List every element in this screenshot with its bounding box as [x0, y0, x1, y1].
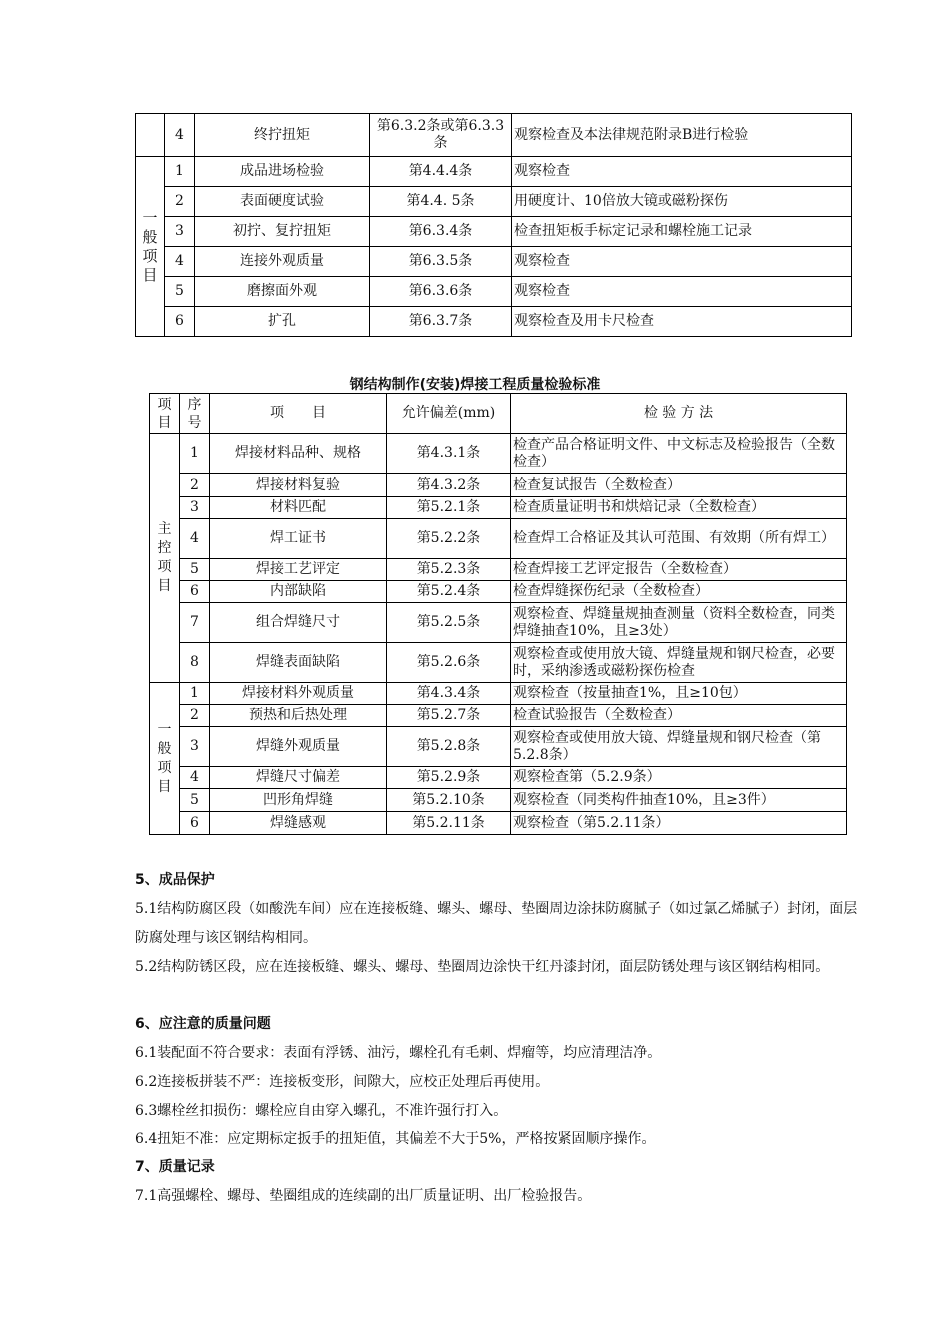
bolt-inspection-table	[135, 113, 852, 337]
group-char: 项	[157, 759, 172, 776]
table-row	[150, 643, 847, 683]
reference: 第4.4.4条	[370, 157, 512, 187]
welding-table-title: 钢结构制作(安装)焊接工程质量检验标准	[349, 377, 601, 393]
row-number: 4	[180, 767, 210, 789]
item-name: 焊接材料品种、规格	[210, 434, 387, 474]
section-6-2-paragraph: 6.2连接板拼装不严：连接板变形，间隙大，应校正处理后再使用。	[135, 1074, 550, 1090]
row-number: 4	[165, 247, 195, 277]
group-char: 般	[157, 740, 172, 757]
table-row	[150, 789, 847, 812]
row-number: 6	[180, 812, 210, 835]
item-name: 焊接材料复验	[210, 474, 387, 497]
method: 观察检查	[512, 157, 852, 187]
table-row	[150, 497, 847, 519]
method: 观察检查	[512, 247, 852, 277]
method: 观察检查、焊缝量规抽查测量（资料全数检查，同类焊缝抽查10%，且≥3处）	[511, 603, 847, 643]
reference: 第5.2.6条	[387, 643, 511, 683]
reference: 第5.2.7条	[387, 705, 511, 727]
reference: 第6.3.5条	[370, 247, 512, 277]
reference: 第6.3.4条	[370, 217, 512, 247]
reference: 第5.2.9条	[387, 767, 511, 789]
group-char: 目	[157, 578, 172, 594]
table-row	[136, 277, 852, 307]
reference: 第6.3.6条	[370, 277, 512, 307]
method: 观察检查（同类构件抽查10%，且≥3件）	[511, 789, 847, 812]
row-number: 7	[180, 603, 210, 643]
table-row	[150, 603, 847, 643]
item-name: 磨擦面外观	[195, 277, 370, 307]
row-number: 4	[165, 114, 195, 157]
method: 检查复试报告（全数检查）	[511, 474, 847, 497]
item-name: 焊工证书	[210, 519, 387, 559]
reference: 第4.4. 5条	[370, 187, 512, 217]
table-row	[150, 727, 847, 767]
reference: 第6.3.7条	[370, 307, 512, 337]
item-name: 表面硬度试验	[195, 187, 370, 217]
method: 观察检查或使用放大镜、焊缝量规和钢尺检查，必要时，采纳渗透或磁粉探伤检查	[511, 643, 847, 683]
method: 观察检查及本法律规范附录B进行检验	[512, 114, 852, 157]
method: 检查焊接工艺评定报告（全数检查）	[511, 559, 847, 581]
group-main-label	[150, 434, 180, 683]
table-row	[150, 474, 847, 497]
row-number: 2	[180, 474, 210, 497]
reference: 第5.2.3条	[387, 559, 511, 581]
row-number: 5	[165, 277, 195, 307]
group-char: 目	[157, 778, 172, 795]
item-name: 焊接材料外观质量	[210, 683, 387, 705]
row-number: 3	[180, 727, 210, 767]
method: 检查扭矩板手标定记录和螺栓施工记录	[512, 217, 852, 247]
reference: 第4.3.4条	[387, 683, 511, 705]
reference: 第6.3.2条或第6.3.3条	[370, 114, 512, 157]
row-number: 2	[180, 705, 210, 727]
item-name: 连接外观质量	[195, 247, 370, 277]
row-number: 3	[165, 217, 195, 247]
item-name: 预热和后热处理	[210, 705, 387, 727]
table-row	[150, 683, 847, 705]
method: 检查焊工合格证及其认可范围、有效期（所有焊工）	[511, 519, 847, 559]
group-char: 般	[142, 227, 158, 246]
header-number: 序号	[180, 394, 210, 434]
method: 检查质量证明书和烘焙记录（全数检查）	[511, 497, 847, 519]
row-number: 2	[165, 187, 195, 217]
table-row	[150, 559, 847, 581]
table-row	[136, 247, 852, 277]
item-name: 内部缺陷	[210, 581, 387, 603]
row-number: 5	[180, 559, 210, 581]
item-name: 材料匹配	[210, 497, 387, 519]
table-row	[136, 187, 852, 217]
reference: 第5.2.11条	[387, 812, 511, 835]
row-number: 6	[180, 581, 210, 603]
group-char: 项	[142, 246, 158, 265]
section-7-heading: 7、质量记录	[135, 1159, 215, 1175]
group-char: 主	[157, 521, 172, 537]
section-7-1-paragraph: 7.1高强螺栓、螺母、垫圈组成的连续副的出厂质量证明、出厂检验报告。	[135, 1188, 592, 1204]
header-tolerance: 允许偏差(mm)	[387, 394, 511, 434]
table-row	[150, 705, 847, 727]
row-number: 1	[180, 683, 210, 705]
method: 观察检查或使用放大镜、焊缝量规和钢尺检查（第5.2.8条）	[511, 727, 847, 767]
group-general-label	[136, 157, 165, 337]
method: 观察检查	[512, 277, 852, 307]
reference: 第5.2.10条	[387, 789, 511, 812]
row-number: 4	[180, 519, 210, 559]
group-char: 控	[157, 540, 172, 556]
section-6-4-paragraph: 6.4扭矩不准：应定期标定扳手的扭矩值，其偏差不大于5%，严格按紧固顺序操作。	[135, 1131, 656, 1147]
row-number: 3	[180, 497, 210, 519]
item-name: 焊缝尺寸偏差	[210, 767, 387, 789]
section-6-1-paragraph: 6.1装配面不符合要求：表面有浮锈、油污，螺栓孔有毛刺、焊瘤等，均应清理洁净。	[135, 1045, 662, 1061]
table-row	[136, 307, 852, 337]
item-name: 初拧、复拧扭矩	[195, 217, 370, 247]
reference: 第5.2.5条	[387, 603, 511, 643]
item-name: 组合焊缝尺寸	[210, 603, 387, 643]
section-6-heading: 6、应注意的质量问题	[135, 1016, 271, 1032]
welding-inspection-table	[149, 393, 847, 835]
item-name: 终拧扭矩	[195, 114, 370, 157]
row-number: 5	[180, 789, 210, 812]
group-cell	[136, 114, 165, 157]
item-name: 成品进场检验	[195, 157, 370, 187]
table-row	[136, 114, 852, 157]
item-name: 焊缝外观质量	[210, 727, 387, 767]
section-5-1-paragraph: 5.1结构防腐区段（如酸洗车间）应在连接板缝、螺头、螺母、垫圈周边涂抹防腐腻子（如过氯乙烯腻子）封闭，面层防腐处理与该区钢结构相同。	[135, 901, 858, 946]
method: 检查试验报告（全数检查）	[511, 705, 847, 727]
reference: 第4.3.1条	[387, 434, 511, 474]
reference: 第5.2.4条	[387, 581, 511, 603]
section-6-3-paragraph: 6.3螺栓丝扣损伤：螺栓应自由穿入螺孔，不准许强行打入。	[135, 1103, 508, 1119]
item-name: 凹形角焊缝	[210, 789, 387, 812]
method: 检查焊缝探伤纪录（全数检查）	[511, 581, 847, 603]
method: 观察检查及用卡尺检查	[512, 307, 852, 337]
method: 用硬度计、10倍放大镜或磁粉探伤	[512, 187, 852, 217]
method: 观察检查第（5.2.9条）	[511, 767, 847, 789]
section-5-heading: 5、成品保护	[135, 872, 215, 888]
group-char: 一	[157, 721, 172, 738]
table-row	[150, 581, 847, 603]
group-char: 目	[142, 265, 158, 284]
table-row	[150, 519, 847, 559]
table-row	[150, 434, 847, 474]
reference: 第5.2.2条	[387, 519, 511, 559]
reference: 第4.3.2条	[387, 474, 511, 497]
table-header-row	[150, 394, 847, 434]
table-row	[136, 217, 852, 247]
group-char: 一	[142, 208, 158, 227]
method: 观察检查（第5.2.11条）	[511, 812, 847, 835]
group-char: 项	[157, 559, 172, 575]
item-name: 扩孔	[195, 307, 370, 337]
method: 观察检查（按量抽查1%，且≥10包）	[511, 683, 847, 705]
table-row	[150, 812, 847, 835]
row-number: 1	[165, 157, 195, 187]
section-5-2-paragraph: 5.2结构防锈区段，应在连接板缝、螺头、螺母、垫圈周边涂快干红丹漆封闭，面层防锈处理与该区钢结构相同。	[135, 959, 830, 975]
row-number: 1	[180, 434, 210, 474]
header-method: 检 验 方 法	[511, 394, 847, 434]
table-row	[150, 767, 847, 789]
method: 检查产品合格证明文件、中文标志及检验报告（全数检查）	[511, 434, 847, 474]
group-general-label	[150, 683, 180, 835]
item-name: 焊接工艺评定	[210, 559, 387, 581]
item-name: 焊缝表面缺陷	[210, 643, 387, 683]
header-item: 项 目	[210, 394, 387, 434]
reference: 第5.2.1条	[387, 497, 511, 519]
item-name: 焊缝感观	[210, 812, 387, 835]
row-number: 8	[180, 643, 210, 683]
row-number: 6	[165, 307, 195, 337]
header-group: 项目	[150, 394, 180, 434]
table-row	[136, 157, 852, 187]
reference: 第5.2.8条	[387, 727, 511, 767]
